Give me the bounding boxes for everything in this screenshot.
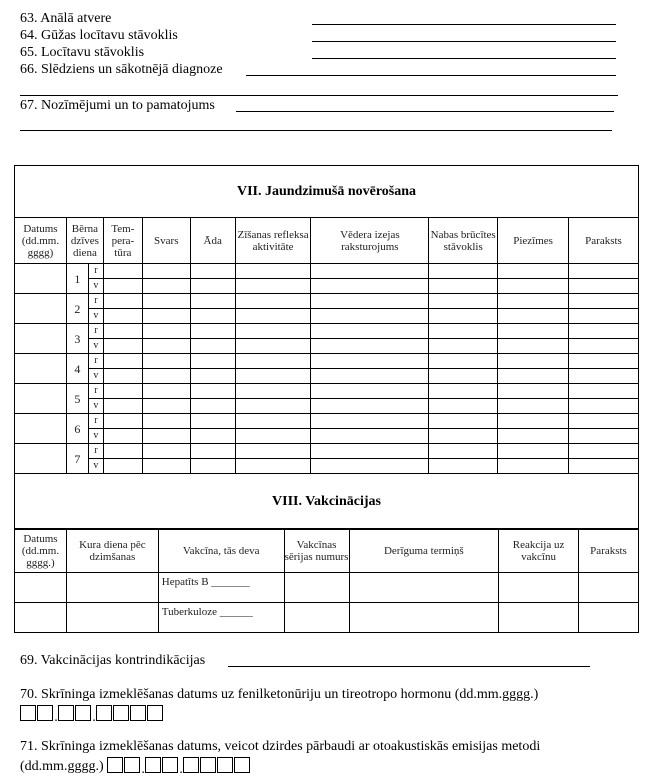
obs-cell[interactable] [103, 309, 142, 324]
obs-cell[interactable] [429, 324, 498, 339]
header-piezimes: Piezīmes [498, 218, 569, 264]
obs-cell[interactable] [498, 324, 569, 339]
obs-cell[interactable] [103, 339, 142, 354]
obs-cell[interactable] [103, 444, 142, 459]
obs-cell[interactable] [190, 414, 235, 429]
vac-header-kura-diena: Kura diena pēc dzimšanas [66, 529, 158, 573]
obs-cell[interactable] [235, 444, 311, 459]
item-63-field[interactable] [312, 24, 616, 25]
obs-cell[interactable] [235, 384, 311, 399]
obs-cell[interactable] [569, 399, 639, 414]
header-datums: Datums (dd.mm. gggg) [15, 218, 67, 264]
obs-time-v: v [88, 459, 103, 474]
obs-cell[interactable] [103, 399, 142, 414]
obs-cell[interactable] [103, 459, 142, 474]
obs-cell[interactable] [569, 459, 639, 474]
vac-header-serijas: Vakcīnas sērijas numurs [284, 529, 349, 573]
obs-cell[interactable] [235, 354, 311, 369]
obs-cell[interactable] [498, 279, 569, 294]
obs-cell[interactable] [235, 369, 311, 384]
obs-cell[interactable] [429, 369, 498, 384]
obs-cell[interactable] [190, 294, 235, 309]
section-7-title: VII. Jaundzimušā novērošana [15, 166, 639, 218]
obs-cell[interactable] [103, 264, 142, 279]
header-zisanas-refleksa: Zīšanas refleksa aktivitāte [235, 218, 311, 264]
obs-day-number: 3 [66, 324, 88, 354]
obs-cell[interactable] [235, 324, 311, 339]
obs-cell[interactable] [190, 369, 235, 384]
obs-cell[interactable] [311, 444, 429, 459]
obs-cell[interactable] [498, 369, 569, 384]
obs-cell[interactable] [235, 429, 311, 444]
obs-cell[interactable] [429, 414, 498, 429]
obs-cell[interactable] [569, 414, 639, 429]
obs-cell[interactable] [190, 279, 235, 294]
obs-cell[interactable] [190, 459, 235, 474]
obs-cell[interactable] [103, 294, 142, 309]
obs-cell[interactable] [235, 459, 311, 474]
obs-cell[interactable] [235, 264, 311, 279]
obs-cell[interactable] [569, 279, 639, 294]
vac-cell[interactable] [15, 573, 67, 603]
obs-cell[interactable] [190, 324, 235, 339]
obs-cell[interactable] [569, 324, 639, 339]
obs-cell[interactable] [103, 354, 142, 369]
obs-cell[interactable] [190, 339, 235, 354]
obs-cell[interactable] [190, 309, 235, 324]
vac-cell[interactable] [579, 573, 639, 603]
obs-cell[interactable] [498, 459, 569, 474]
vac-cell[interactable] [579, 603, 639, 633]
obs-cell[interactable] [235, 339, 311, 354]
obs-cell[interactable] [142, 399, 190, 414]
obs-cell[interactable] [429, 429, 498, 444]
obs-cell[interactable] [190, 444, 235, 459]
obs-cell[interactable] [311, 354, 429, 369]
obs-cell[interactable] [569, 369, 639, 384]
vac-cell[interactable] [284, 573, 349, 603]
obs-cell[interactable] [569, 384, 639, 399]
obs-date-cell[interactable] [15, 294, 67, 324]
obs-cell[interactable] [498, 264, 569, 279]
obs-time-v: v [88, 279, 103, 294]
obs-cell[interactable] [429, 444, 498, 459]
obs-day-number: 4 [66, 354, 88, 384]
obs-time-v: v [88, 429, 103, 444]
item-65-label: 65. Locītavu stāvoklis [20, 45, 145, 60]
obs-time-v: v [88, 399, 103, 414]
obs-cell[interactable] [190, 384, 235, 399]
obs-cell[interactable] [498, 354, 569, 369]
obs-time-r: r [88, 324, 103, 339]
obs-cell[interactable] [103, 429, 142, 444]
obs-cell[interactable] [569, 309, 639, 324]
obs-cell[interactable] [142, 429, 190, 444]
obs-time-v: v [88, 309, 103, 324]
obs-cell[interactable] [569, 354, 639, 369]
item-70-label: 70. Skrīninga izmeklēšanas datums uz fenilketonūriju un tireotropo hormonu (dd.mm.gggg.) [20, 687, 539, 702]
obs-cell[interactable] [498, 414, 569, 429]
obs-cell[interactable] [142, 309, 190, 324]
header-svars: Svars [142, 218, 190, 264]
obs-cell[interactable] [103, 369, 142, 384]
obs-time-v: v [88, 339, 103, 354]
vac-cell[interactable] [349, 603, 499, 633]
obs-cell[interactable] [569, 339, 639, 354]
obs-date-cell[interactable] [15, 384, 67, 414]
obs-cell[interactable] [311, 324, 429, 339]
obs-cell[interactable] [103, 279, 142, 294]
item-67-field[interactable] [236, 111, 614, 112]
obs-cell[interactable] [498, 429, 569, 444]
obs-day-number: 5 [66, 384, 88, 414]
item-65-field[interactable] [312, 58, 616, 59]
item-64-field[interactable] [312, 41, 616, 42]
obs-cell[interactable] [190, 354, 235, 369]
obs-cell[interactable] [103, 324, 142, 339]
obs-cell[interactable] [311, 279, 429, 294]
obs-time-r: r [88, 264, 103, 279]
obs-cell[interactable] [498, 444, 569, 459]
obs-cell[interactable] [429, 459, 498, 474]
vac-header-datums: Datums (dd.mm. gggg.) [15, 529, 67, 573]
obs-day-number: 2 [66, 294, 88, 324]
obs-cell[interactable] [429, 354, 498, 369]
header-ada: Āda [190, 218, 235, 264]
obs-cell[interactable] [142, 294, 190, 309]
obs-date-cell[interactable] [15, 414, 67, 444]
obs-cell[interactable] [311, 294, 429, 309]
obs-cell[interactable] [429, 279, 498, 294]
obs-cell[interactable] [142, 444, 190, 459]
observation-table [14, 165, 639, 530]
obs-date-cell[interactable] [15, 324, 67, 354]
vac-cell[interactable] [349, 573, 499, 603]
item-71-line2 [20, 757, 251, 778]
obs-cell[interactable] [429, 339, 498, 354]
item-66-field-line2[interactable] [20, 95, 618, 96]
vac-hepatitis-b[interactable]: Hepatīts B _______ [158, 573, 284, 603]
obs-cell[interactable] [429, 294, 498, 309]
obs-cell[interactable] [498, 339, 569, 354]
obs-cell[interactable] [311, 309, 429, 324]
obs-cell[interactable] [103, 384, 142, 399]
vac-cell[interactable] [499, 573, 579, 603]
obs-cell[interactable] [429, 399, 498, 414]
vac-header-deriguma: Derīguma termiņš [349, 529, 499, 573]
obs-cell[interactable] [569, 444, 639, 459]
obs-cell[interactable] [142, 324, 190, 339]
obs-cell[interactable] [142, 279, 190, 294]
item-69-field[interactable] [228, 666, 590, 667]
obs-cell[interactable] [103, 414, 142, 429]
obs-cell[interactable] [235, 399, 311, 414]
obs-cell[interactable] [142, 264, 190, 279]
obs-time-r: r [88, 384, 103, 399]
section-8-title: VIII. Vakcinācijas [15, 474, 639, 530]
vac-header-paraksts: Paraksts [579, 529, 639, 573]
header-paraksts: Paraksts [569, 218, 639, 264]
header-temperatura: Tem-pera-tūra [103, 218, 142, 264]
item-64-label: 64. Gūžas locītavu stāvoklis [20, 28, 178, 43]
obs-cell[interactable] [498, 399, 569, 414]
item-66-label: 66. Slēdziens un sākotnējā diagnoze [20, 62, 223, 77]
obs-time-r: r [88, 354, 103, 369]
item-70-date-boxes[interactable]: . . [20, 705, 164, 726]
obs-cell[interactable] [311, 339, 429, 354]
obs-cell[interactable] [142, 414, 190, 429]
obs-cell[interactable] [190, 429, 235, 444]
obs-cell[interactable] [190, 399, 235, 414]
header-berna-dzives-diena: Bērna dzīves diena [66, 218, 103, 264]
obs-day-number: 1 [66, 264, 88, 294]
obs-day-number: 7 [66, 444, 88, 474]
obs-cell[interactable] [498, 294, 569, 309]
item-67-label: 67. Nozīmējumi un to pamatojums [20, 98, 215, 113]
obs-cell[interactable] [569, 294, 639, 309]
vaccination-table [14, 528, 639, 633]
obs-time-r: r [88, 414, 103, 429]
item-67-field-line2[interactable] [20, 130, 612, 131]
obs-cell[interactable] [311, 399, 429, 414]
vac-cell[interactable] [15, 603, 67, 633]
obs-date-cell[interactable] [15, 444, 67, 474]
obs-cell[interactable] [235, 294, 311, 309]
obs-cell[interactable] [190, 264, 235, 279]
obs-time-v: v [88, 369, 103, 384]
item-71-date-boxes[interactable]: . . [107, 759, 251, 774]
obs-cell[interactable] [429, 264, 498, 279]
obs-cell[interactable] [311, 384, 429, 399]
vac-header-reakcija: Reakcija uz vakcīnu [499, 529, 579, 573]
obs-cell[interactable] [142, 384, 190, 399]
item-63-label: 63. Anālā atvere [20, 11, 112, 26]
obs-cell[interactable] [311, 429, 429, 444]
obs-cell[interactable] [311, 414, 429, 429]
obs-cell[interactable] [429, 384, 498, 399]
obs-cell[interactable] [569, 264, 639, 279]
header-vedera-izejas: Vēdera izejas raksturojums [311, 218, 429, 264]
obs-date-cell[interactable] [15, 264, 67, 294]
obs-cell[interactable] [235, 309, 311, 324]
obs-cell[interactable] [142, 369, 190, 384]
obs-day-number: 6 [66, 414, 88, 444]
vac-cell[interactable] [284, 603, 349, 633]
obs-date-cell[interactable] [15, 354, 67, 384]
obs-cell[interactable] [235, 414, 311, 429]
vac-cell[interactable] [66, 603, 158, 633]
obs-time-r: r [88, 294, 103, 309]
vac-tuberkuloze[interactable]: Tuberkuloze ______ [158, 603, 284, 633]
obs-time-r: r [88, 444, 103, 459]
item-66-field[interactable] [246, 75, 616, 76]
obs-cell[interactable] [429, 309, 498, 324]
obs-cell[interactable] [311, 459, 429, 474]
obs-cell[interactable] [498, 384, 569, 399]
header-nabas-brucites: Nabas brūcītes stāvoklis [429, 218, 498, 264]
obs-cell[interactable] [235, 279, 311, 294]
obs-cell[interactable] [311, 264, 429, 279]
item-69-label: 69. Vakcinācijas kontrindikācijas [20, 653, 206, 668]
vac-cell[interactable] [66, 573, 158, 603]
obs-cell[interactable] [569, 429, 639, 444]
obs-cell[interactable] [142, 339, 190, 354]
item-71-format: (dd.mm.gggg.) [20, 759, 104, 774]
obs-cell[interactable] [311, 369, 429, 384]
obs-cell[interactable] [142, 354, 190, 369]
item-71-label: 71. Skrīninga izmeklēšanas datums, veicot dzirdes pārbaudi ar otoakustiskās emisijas metodi [20, 739, 541, 754]
vac-cell[interactable] [499, 603, 579, 633]
vac-header-vakcina: Vakcīna, tās deva [158, 529, 284, 573]
obs-cell[interactable] [142, 459, 190, 474]
obs-cell[interactable] [498, 309, 569, 324]
